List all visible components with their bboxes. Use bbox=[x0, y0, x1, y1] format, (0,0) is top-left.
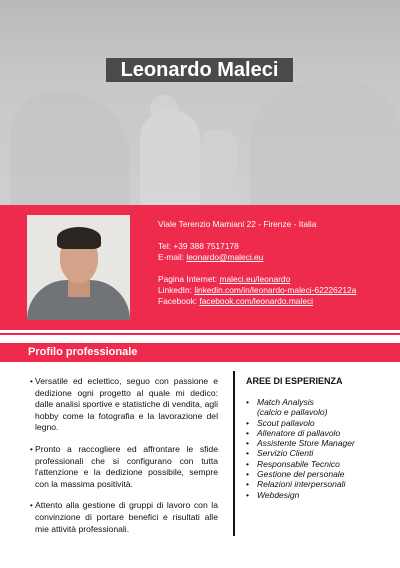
bullet-icon: • bbox=[246, 417, 249, 428]
email-link[interactable]: leonardo@maleci.eu bbox=[186, 252, 264, 262]
linkedin-row bbox=[158, 285, 356, 296]
linkedin-link[interactable]: linkedin.com/in/leonardo-maleci-62226212a bbox=[194, 285, 357, 295]
bullet-icon: • bbox=[246, 438, 249, 449]
profile-paragraph: • Versatile ed eclettico, seguo con passione e dedizione ogni progetto al quale mi dedico: dalle analisi sportive e statistiche di vendita, agli hobby come la fotografia e la lavorazione del legno. bbox=[30, 376, 218, 433]
column-divider bbox=[233, 371, 235, 536]
divider-line bbox=[0, 333, 400, 335]
profile-section-title: Profilo professionale bbox=[0, 343, 400, 362]
bullet-icon: • bbox=[30, 377, 33, 386]
list-item: • Scout pallavolo bbox=[246, 417, 315, 428]
website-link[interactable]: maleci.eu/leonardo bbox=[219, 274, 291, 284]
list-item: • Allenatore di pallavolo bbox=[246, 427, 341, 438]
profile-text-block bbox=[30, 376, 218, 545]
bullet-icon: • bbox=[246, 489, 249, 500]
bullet-icon: • bbox=[246, 469, 249, 480]
website-label: Pagina Internet: bbox=[158, 274, 220, 284]
bullet-icon: • bbox=[30, 501, 33, 511]
name-title: Leonardo Maleci bbox=[106, 58, 293, 82]
list-item: • Relazioni interpersonali bbox=[246, 479, 346, 490]
bullet-icon: • bbox=[246, 427, 249, 438]
list-item: • Servizio Clienti bbox=[246, 448, 314, 459]
list-item: • Assistente Store Manager bbox=[246, 438, 355, 449]
facebook-link[interactable]: facebook.com/leonardo.maleci bbox=[199, 296, 314, 306]
list-item: • Gestione del personale bbox=[246, 469, 345, 480]
list-item: • Responsabile Tecnico bbox=[246, 458, 340, 469]
email-label: E-mail: bbox=[158, 252, 187, 262]
bullet-icon: • bbox=[246, 448, 249, 459]
facebook-row bbox=[158, 296, 313, 307]
header-background bbox=[0, 0, 400, 205]
profile-paragraph: • Pronto a raccogliere ed affrontare le sfide professionali che si configurano con tutta l'attenzione e la dedizione possibile, sempre con la massima positività. bbox=[30, 443, 218, 489]
profile-paragraph: • Attento alla gestione di gruppi di lavoro con la convinzione di portare benefici e risultati alle mie attività professionali. bbox=[30, 500, 218, 534]
bullet-icon: • bbox=[30, 444, 33, 454]
website-row bbox=[158, 274, 290, 285]
list-item: • Match Analysis (calcio e pallavolo) bbox=[246, 397, 328, 418]
facebook-label: Facebook: bbox=[158, 296, 200, 306]
areas-title: AREE DI ESPERIENZA bbox=[246, 376, 343, 386]
profile-photo bbox=[27, 215, 130, 320]
bullet-icon: • bbox=[246, 397, 249, 407]
phone-text: Tel: +39 388 7517178 bbox=[158, 241, 239, 251]
list-item: • Webdesign bbox=[246, 489, 300, 500]
bullet-icon: • bbox=[246, 458, 249, 469]
linkedin-label: LinkedIn: bbox=[158, 285, 195, 295]
areas-list bbox=[246, 397, 355, 500]
bullet-icon: • bbox=[246, 479, 249, 490]
address-text: Viale Terenzio Mamiani 22 - Firenze - Italia bbox=[158, 219, 317, 229]
email-row bbox=[158, 252, 263, 263]
